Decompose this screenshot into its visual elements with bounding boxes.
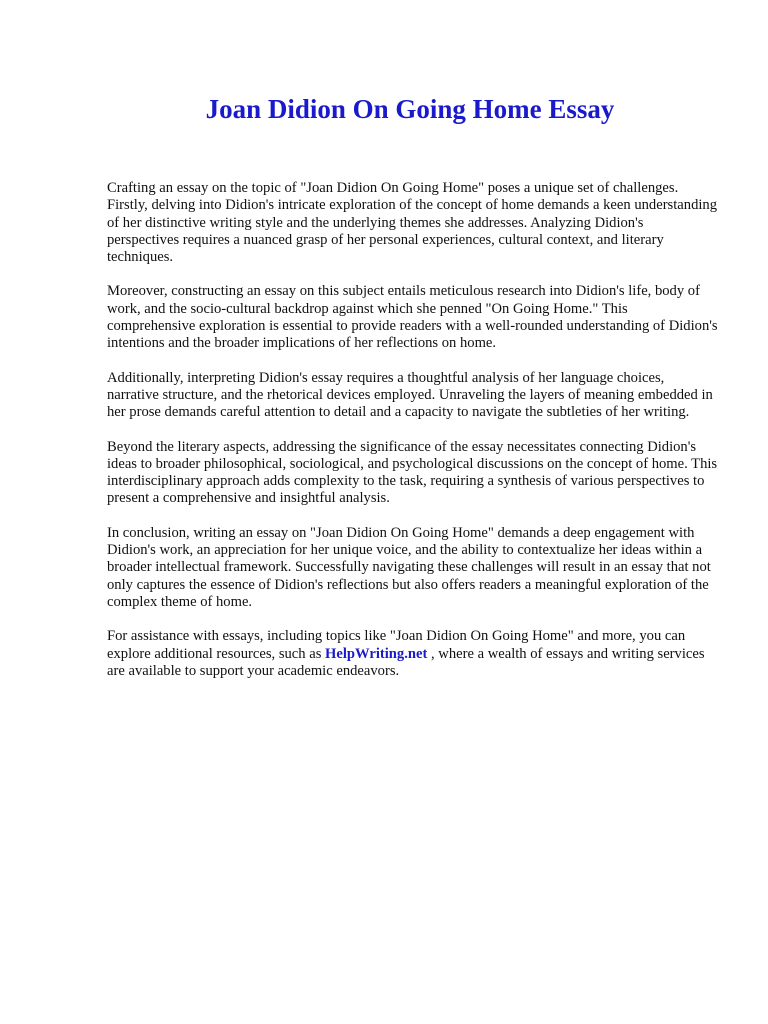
paragraph-3: Additionally, interpreting Didion's essay requires a thoughtful analysis of her language choices, narrative structure, and the rhetorical devices employed. Unraveling the layers of meaning embedded in her prose demands careful attention to detail and a capacity to navigate the subtleties of her writing. xyxy=(107,369,713,421)
paragraph-5: In conclusion, writing an essay on "Joan Didion On Going Home" demands a deep engagement with Didion's work, an appreciation for her unique voice, and the ability to contextualize her ideas within a broader intellectual framework. Successfully navigating these challenges will result in an essay that not only captures the essence of Didion's reflections but also offers readers a meaningful exploration of the complex theme of home. xyxy=(107,524,711,610)
paragraph-1: Crafting an essay on the topic of "Joan Didion On Going Home" poses a unique set of challenges. Firstly, delving into Didion's intricate exploration of the concept of home demands a keen understanding of her distinctive writing style and the underlying themes she addresses. Analyzing Didion's perspectives requires a nuanced grasp of her personal experiences, cultural context, and literary techniques. xyxy=(107,180,718,266)
closing-text-after-link: , where a wealth of essays and writing services are available to support your academic endeavors. xyxy=(107,645,705,679)
paragraph-4: Beyond the literary aspects, addressing the significance of the essay necessitates connecting Didion's ideas to broader philosophical, sociological, and psychological discussions on the concept of home. This interdisciplinary approach adds complexity to the task, requiring a synthesis of various perspectives to present a comprehensive and insightful analysis. xyxy=(107,438,718,507)
closing-paragraph xyxy=(107,628,719,680)
closing-text-before-link: For assistance with essays, including topics like "Joan Didion On Going Home" and more, you can explore additional resources, such as xyxy=(107,628,686,662)
page-title: Joan Didion On Going Home Essay xyxy=(205,94,615,124)
helpwriting-link[interactable]: HelpWriting.net xyxy=(325,645,428,662)
document-body xyxy=(107,180,719,697)
paragraph-2: Moreover, constructing an essay on this subject entails meticulous research into Didion's life, body of work, and the socio-cultural backdrop against which she penned "On Going Home." This comprehensive exploration is essential to provide readers with a well-rounded understanding of Didion's intentions and the broader implications of her reflections on home. xyxy=(107,283,718,352)
